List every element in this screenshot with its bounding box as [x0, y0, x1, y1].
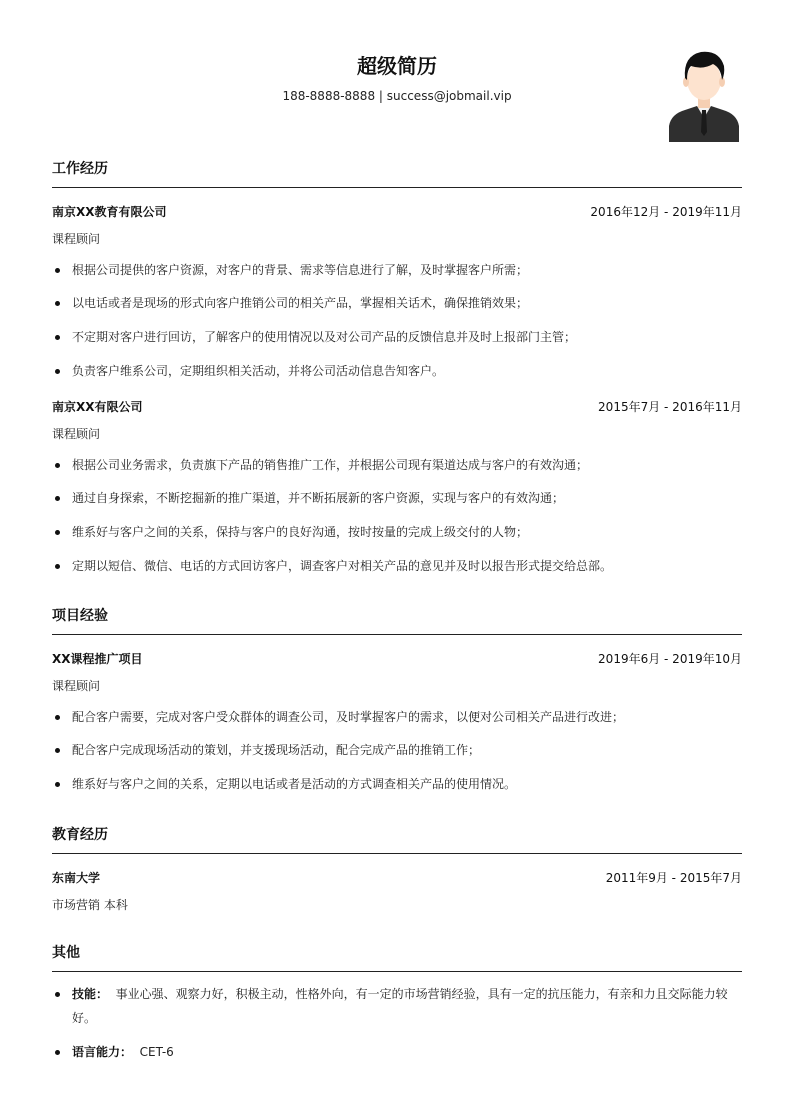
bullet-dot	[55, 715, 60, 720]
work-section	[52, 158, 742, 188]
projects-section	[52, 605, 742, 635]
projects-section-title: 项目经验	[52, 608, 108, 624]
contact-info: 188-8888-8888 | success@jobmail.vip	[282, 89, 512, 103]
job-header	[52, 398, 742, 415]
list-item	[52, 1040, 742, 1064]
section-divider	[52, 634, 742, 635]
language-text: CET-6	[139, 1045, 174, 1059]
project-date: 2019年6月 - 2019年10月	[598, 652, 742, 666]
bullet-dot	[55, 369, 60, 374]
skill-label: 技能：	[72, 987, 109, 1001]
project-role: 课程顾问	[52, 679, 101, 693]
bullet-dot	[55, 496, 60, 501]
list-item: 通过自身探索，不断挖掘新的推广渠道，并不断拓展新的客户资源，实现与客户的有效沟通；	[52, 486, 742, 510]
section-divider	[52, 187, 742, 188]
project-header	[52, 650, 742, 667]
bullet-dot	[55, 463, 60, 468]
section-divider	[52, 971, 742, 972]
avatar	[667, 48, 741, 142]
language-label: 语言能力：	[72, 1045, 133, 1059]
skill-text: 事业心强、观察力好，积极主动，性格外向，有一定的市场营销经验，具有一定的抗压能力，有亲和力且交际能力较好。	[72, 987, 728, 1025]
resume-name: 超级简历	[357, 54, 437, 78]
education-date: 2011年9月 - 2015年7月	[605, 871, 742, 885]
job-role: 课程顾问	[52, 232, 101, 246]
bullet-dot	[55, 748, 60, 753]
list-item: 以电话或者是现场的形式向客户推销公司的相关产品，掌握相关话术，确保推销效果；	[52, 291, 742, 315]
school-name: 东南大学	[52, 871, 101, 885]
list-item: 定期以短信、微信、电话的方式回访客户，调查客户对相关产品的意见并及时以报告形式提交给总部。	[52, 554, 742, 578]
bullet-dot	[55, 1050, 60, 1055]
bullet-dot	[55, 268, 60, 273]
bullet-dot	[55, 992, 60, 997]
list-item: 负责客户维系公司，定期组织相关活动，并将公司活动信息告知客户。	[52, 359, 742, 383]
bullet-dot	[55, 782, 60, 787]
list-item: 不定期对客户进行回访，了解客户的使用情况以及对公司产品的反馈信息并及时上报部门主管；	[52, 325, 742, 349]
job-date: 2015年7月 - 2016年11月	[598, 400, 742, 414]
list-item: 配合客户完成现场活动的策划，并支援现场活动，配合完成产品的推销工作；	[52, 738, 742, 762]
other-section	[52, 942, 742, 972]
education-section	[52, 824, 742, 854]
bullet-dot	[55, 530, 60, 535]
list-item: 根据公司业务需求，负责旗下产品的销售推广工作，并根据公司现有渠道达成与客户的有效沟通；	[52, 453, 742, 477]
job-date: 2016年12月 - 2019年11月	[590, 205, 742, 219]
project-name: XX课程推广项目	[52, 652, 143, 666]
education-header	[52, 869, 742, 886]
bullet-dot	[55, 301, 60, 306]
job-header	[52, 203, 742, 220]
company-name: 南京XX有限公司	[52, 400, 143, 414]
bullet-dot	[55, 335, 60, 340]
education-detail: 市场营销 本科	[52, 898, 128, 912]
list-item: 维系好与客户之间的关系，保持与客户的良好沟通，按时按量的完成上级交付的人物；	[52, 520, 742, 544]
job-role: 课程顾问	[52, 427, 101, 441]
education-section-title: 教育经历	[52, 827, 108, 843]
list-item: 根据公司提供的客户资源，对客户的背景、需求等信息进行了解，及时掌握客户所需；	[52, 258, 742, 282]
bullet-dot	[55, 564, 60, 569]
list-item: 维系好与客户之间的关系，定期以电话或者是活动的方式调查相关产品的使用情况。	[52, 772, 742, 796]
company-name: 南京XX教育有限公司	[52, 205, 167, 219]
list-item	[52, 982, 742, 1030]
work-section-title: 工作经历	[52, 161, 108, 177]
section-divider	[52, 853, 742, 854]
other-section-title: 其他	[52, 945, 80, 961]
list-item: 配合客户需要，完成对客户受众群体的调查公司，及时掌握客户的需求，以便对公司相关产品进行改进；	[52, 705, 742, 729]
